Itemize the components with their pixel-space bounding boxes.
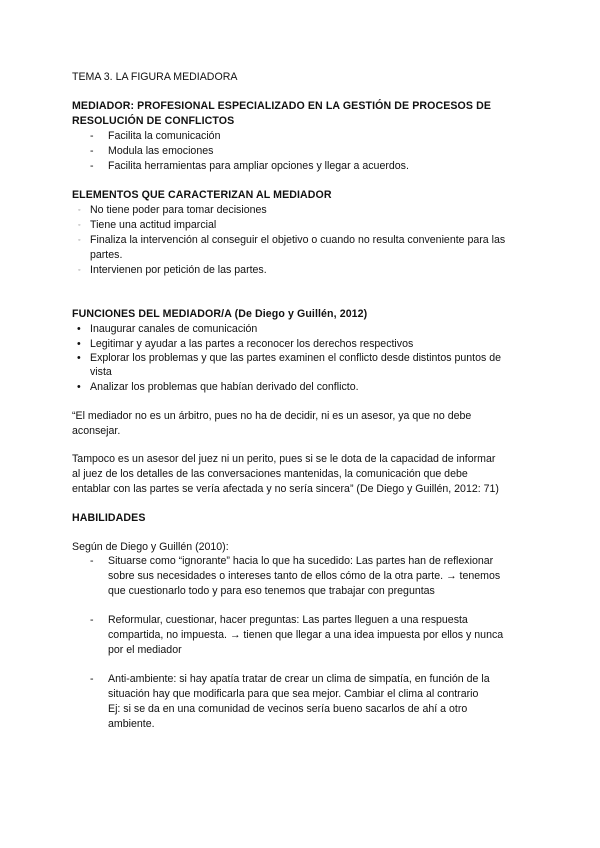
section2-item: Intervienen por petición de las partes. [90,264,267,276]
bullet-dot-icon: • [77,323,81,335]
paragraph-line: entablar con las partes se vería afectada y no sería sincera” (De Diego y Guillén, 2012: 71) [72,483,499,495]
bullet-circle-icon: ◦ [78,207,81,214]
bullet-dot-icon: • [77,381,81,393]
quote-line: aconsejar. [72,425,121,437]
section4-heading: HABILIDADES [72,512,146,524]
section3-item: Legitimar y ayudar a las partes a reconocer los derechos respectivos [90,338,414,350]
section3-heading: FUNCIONES DEL MEDIADOR/A (De Diego y Guillén, 2012) [72,308,368,320]
section1-item: Facilita la comunicación [108,130,221,142]
dash-marker: - [90,614,94,626]
dash-marker: - [90,555,94,567]
skill-line: situación hay que modificarla para que sea mejor. Cambiar el clima al contrario [108,688,479,700]
section2-item: Tiene una actitud imparcial [90,219,217,231]
bullet-circle-icon: ◦ [78,267,81,274]
section2-item: Finaliza la intervención al conseguir el objetivo o cuando no resulta conveniente para las [90,234,506,246]
paragraph-line: Tampoco es un asesor del juez ni un perito, pues si se le dota de la capacidad de informar [72,453,496,465]
section2-heading: ELEMENTOS QUE CARACTERIZAN AL MEDIADOR [72,189,332,201]
section1-heading-line2: RESOLUCIÓN DE CONFLICTOS [72,115,235,127]
dash-marker: - [90,160,94,172]
skill-line: compartida, no impuesta. → tienen que llegar a una idea impuesta por ellos y nunca [108,629,504,641]
bullet-circle-icon: ◦ [78,237,81,244]
section1-item: Modula las emociones [108,145,214,157]
section1-item: Facilita herramientas para ampliar opciones y llegar a acuerdos. [108,160,409,172]
quote-line: “El mediador no es un árbitro, pues no ha de decidir, ni es un asesor, ya que no debe [72,410,472,422]
bullet-dot-icon: • [77,352,81,364]
skill-line: sobre sus necesidades o intereses tanto de ellos cómo de la otra parte. → tenemos [108,570,501,582]
section1-heading-line1: MEDIADOR: PROFESIONAL ESPECIALIZADO EN LA GESTIÓN DE PROCESOS DE [72,100,492,112]
bullet-dot-icon: • [77,338,81,350]
document-title: TEMA 3. LA FIGURA MEDIADORA [72,71,238,83]
section3-item: Explorar los problemas y que las partes examinen el conflicto desde distintos puntos de [90,352,502,364]
section3-item: Inaugurar canales de comunicación [90,323,258,335]
dash-marker: - [90,130,94,142]
skill-line: Ej: si se da en una comunidad de vecinos sería bueno sacarlos de ahí a otro [108,703,468,715]
skill-line: Reformular, cuestionar, hacer preguntas: Las partes lleguen a una respuesta [108,614,468,626]
section4-intro: Según de Diego y Guillén (2010): [72,541,229,553]
dash-marker: - [90,673,94,685]
paragraph-line: al juez de los detalles de las conversaciones mantenidas, la comunicación que debe [72,468,468,480]
section3-item: Analizar los problemas que habían derivado del conflicto. [90,381,359,393]
skill-line: que cuestionarlo todo y para eso tenemos que trabajar con preguntas [108,585,435,597]
skill-line: Situarse como “ignorante” hacia lo que ha sucedido: Las partes han de reflexionar [108,555,494,567]
section2-item-continuation: partes. [90,249,123,261]
skill-line: ambiente. [108,718,155,730]
section2-item: No tiene poder para tomar decisiones [90,204,267,216]
skill-line: por el mediador [108,644,182,656]
bullet-circle-icon: ◦ [78,222,81,229]
dash-marker: - [90,145,94,157]
section3-item-continuation: vista [90,366,112,378]
skill-line: Anti-ambiente: si hay apatía tratar de crear un clima de simpatía, en función de la [108,673,490,685]
